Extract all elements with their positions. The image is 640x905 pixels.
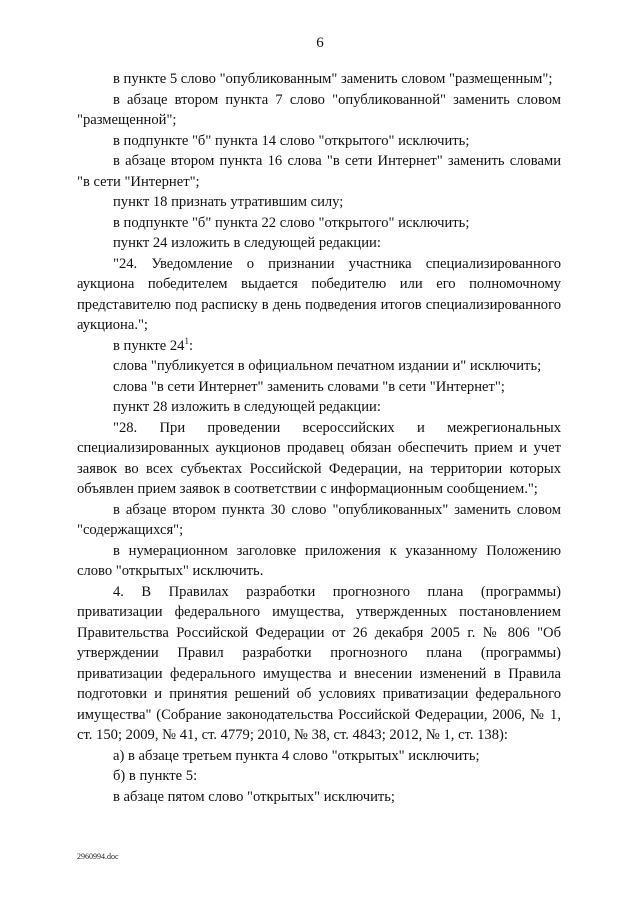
- paragraph: в нумерационном заголовке приложения к указанному Положению слово "открытых" исключить.: [77, 542, 561, 579]
- paragraph: б) в пункте 5:: [113, 768, 198, 784]
- paragraph: а) в абзаце третьем пункта 4 слово "открытых" исключить;: [113, 747, 480, 764]
- page-number: 6: [316, 35, 324, 51]
- document-body: [77, 69, 561, 807]
- paragraph-section-4: 4. В Правилах разработки прогнозного плана (программы) приватизации федерального имущества, утвержденных постановлением Правительства Российской Федерации от 26 декабря 2005 г. № 806 "Об утверждении Правил разработки прогнозного плана (программы) приватизации федерального имущества и внесении изменений в Правила подготовки и принятия решений об условиях приватизации федерального имущества" (Собрание законодательства Российской Федерации, 2006, № 1, ст. 150; 2009, № 41, ст. 4779; 2010, № 38, ст. 4843; 2012, № 1, ст. 138):: [77, 583, 561, 743]
- paragraph-quoted-item-28: "28. При проведении всероссийских и межрегиональных специализированных аукционов продавец обязан обеспечить прием и учет заявок во всех субъектах Российской Федерации, на территории которых объявлен прием заявок в соответствии с информационным сообщением.";: [77, 419, 561, 497]
- paragraph: в абзаце втором пункта 7 слово "опубликованной" заменить словом "размещенной";: [77, 91, 561, 128]
- paragraph: в подпункте "б" пункта 14 слово "открытого" исключить;: [113, 132, 470, 149]
- paragraph: в абзаце втором пункта 16 слова "в сети Интернет" заменить словами "в сети "Интернет";: [77, 153, 561, 190]
- paragraph: в абзаце пятом слово "открытых" исключить;: [113, 788, 395, 805]
- paragraph: в подпункте "б" пункта 22 слово "открытого" исключить;: [113, 214, 470, 231]
- paragraph-item-24-1: [77, 336, 561, 357]
- paragraph-quoted-item-24: "24. Уведомление о признании участника специализированного аукциона победителем выдается победителю или его полномочному представителю под расписку в день подведения итогов специализированного аукциона.";: [77, 255, 561, 333]
- paragraph: слова "публикуется в официальном печатном издании и" исключить;: [113, 358, 542, 374]
- paragraph: пункт 28 изложить в следующей редакции:: [113, 399, 381, 415]
- paragraph: в абзаце втором пункта 30 слово "опубликованных" заменить словом "содержащихся";: [77, 501, 561, 538]
- item-24-1-superscript: 1: [184, 335, 189, 346]
- item-24-1-prefix: в пункте 24: [113, 337, 185, 354]
- paragraph: пункт 24 изложить в следующей редакции:: [113, 235, 381, 251]
- item-24-1-suffix: :: [188, 337, 194, 354]
- paragraph: слова "в сети Интернет" заменить словами "в сети "Интернет";: [113, 378, 505, 395]
- document-footer-filename: 2960994.doc: [77, 852, 119, 861]
- paragraph: в пункте 5 слово "опубликованным" заменить словом "размещенным";: [113, 71, 553, 87]
- paragraph: пункт 18 признать утратившим силу;: [113, 194, 344, 210]
